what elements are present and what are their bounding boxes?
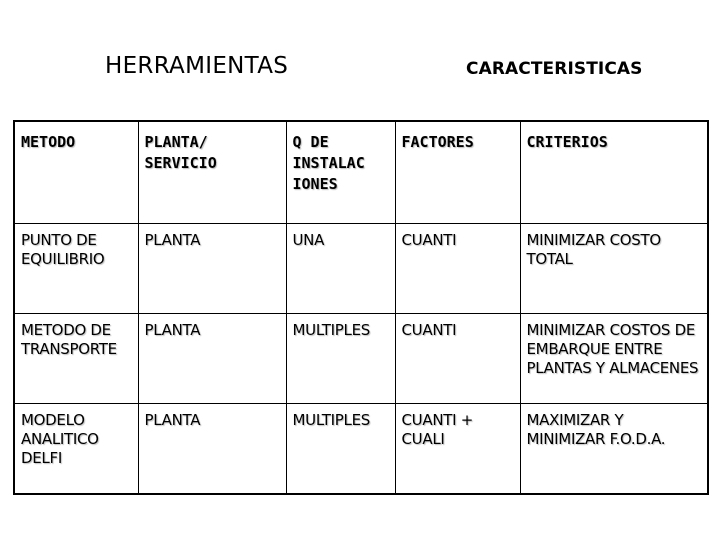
- location-methods-table: [13, 120, 709, 495]
- header-cell-metodo: METODO: [14, 121, 138, 224]
- cell-q-de-instalaciones: MULTIPLES: [286, 314, 395, 404]
- cell-metodo: PUNTO DE EQUILIBRIO: [14, 224, 138, 314]
- cell-criterios: MINIMIZAR COSTOS DE EMBARQUE ENTRE PLANTAS Y ALMACENES: [520, 314, 708, 404]
- header-cell-criterios: CRITERIOS: [520, 121, 708, 224]
- cell-factores: CUANTI: [395, 314, 520, 404]
- cell-planta-servicio: PLANTA: [138, 224, 286, 314]
- cell-planta-servicio: PLANTA: [138, 404, 286, 495]
- cell-criterios: MAXIMIZAR Y MINIMIZAR F.O.D.A.: [520, 404, 708, 495]
- cell-q-de-instalaciones: MULTIPLES: [286, 404, 395, 495]
- table-row: [14, 314, 708, 404]
- herramientas-heading: HERRAMIENTAS: [105, 53, 289, 79]
- cell-criterios: MINIMIZAR COSTO TOTAL: [520, 224, 708, 314]
- cell-metodo: METODO DE TRANSPORTE: [14, 314, 138, 404]
- table-row: [14, 224, 708, 314]
- caracteristicas-heading: CARACTERISTICAS: [466, 59, 643, 79]
- cell-planta-servicio: PLANTA: [138, 314, 286, 404]
- header-cell-factores: FACTORES: [395, 121, 520, 224]
- cell-metodo: MODELO ANALITICO DELFI: [14, 404, 138, 495]
- cell-q-de-instalaciones: UNA: [286, 224, 395, 314]
- table-header-row: [14, 121, 708, 224]
- header-cell-planta-servicio: PLANTA/ SERVICIO: [138, 121, 286, 224]
- header-cell-q-de-instalaciones: Q DE INSTALAC IONES: [286, 121, 395, 224]
- table-row: [14, 404, 708, 495]
- cell-factores: CUANTI + CUALI: [395, 404, 520, 495]
- cell-factores: CUANTI: [395, 224, 520, 314]
